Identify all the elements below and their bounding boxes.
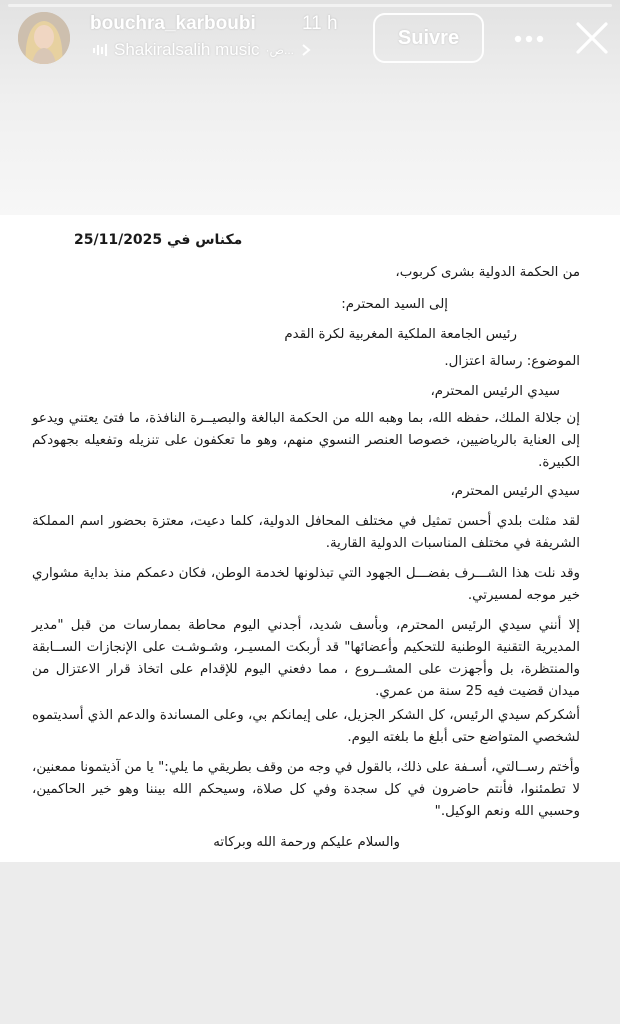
post-time: 11 h [302,13,338,34]
letter-salutation-2: سيدي الرئيس المحترم، [450,484,580,499]
close-icon [572,18,612,58]
avatar[interactable] [18,12,70,64]
music-attribution[interactable] [92,40,312,60]
waveform-icon [92,42,108,58]
music-label: Shakiralsalih music [114,40,260,59]
chevron-right-icon [300,43,312,57]
story-footer [0,862,620,1024]
letter-paragraph-6: وأختم رســالتي، أسـفة على ذلك، بالقول في وجه من وقف بطريقي ما يلي:" يا من آذيتمونا ممعنين، لا تطمئنوا، فأنتم حاضرون في كل سجدة وفي كل صلاة، وسيحكم الله بيننا وهو خير الحاكمين، وحسبي الله ونعم الوكيل." [32,760,580,819]
story-progress-bar [8,4,612,7]
follow-button[interactable]: Suivre [373,13,484,63]
close-button[interactable] [572,18,612,58]
letter-document [0,215,620,862]
more-options-button[interactable] [511,24,547,54]
letter-paragraph-3: وقد نلت هذا الشـــرف بفضـــل الجهود التي تبذلونها لخدمة الوطن، فكان دعمكم منذ بداية مشواري خير موجه لمسيرتي. [32,566,580,603]
letter-paragraph-5: أشكركم سيدي الرئيس، كل الشكر الجزيل، على إيمانكم بي، وعلى المساندة والدعم الذي أسديتموه لشخصي المتواضع حتى أبلغ ما بلغته اليوم. [32,708,580,745]
letter-date: مكناس في 25/11/2025 [74,232,243,248]
music-suffix: ·ص... [265,43,295,57]
letter-paragraph-2: لقد مثلت بلدي أحسن تمثيل في مختلف المحافل الدولية، كلما دعيت، معتزة بحضور اسم المملكة الشريفة في مختلف المناسبات الدولية القارية. [32,514,580,551]
letter-from: من الحكمة الدولية بشرى كربوب، [395,265,580,280]
story-header [0,0,620,215]
letter-recipient: رئيس الجامعة الملكية المغربية لكرة القدم [284,327,517,342]
avatar-image [18,12,70,64]
letter-paragraph-1: إن جلالة الملك، حفظه الله، بما وهبه الله من الحكمة البالغة والبصيــرة النافذة، ما فتئ يعتني ويدعو إلى العناية بالرياضيين، خصوصا العنصر النسوي منهم، وهو ما تعكفون على تنزيله وتفعيله بجهودكم الكبيرة. [32,411,580,470]
letter-paragraph-4: إلا أنني سيدي الرئيس المحترم، وبأسف شديد، أجدني اليوم محاطة بممارسات من قبل "مدير المديرية التقنية الوطنية للتحكيم وأعضائها" قد أربكت المسيـر، وشـوشـت على الإنجازات الســابقة والمنتظرة، بل وأجهزت على المشــروع ، مما دفعني اليوم للإقدام على اتخاذ قرار الاعتزال من ميدان قضيت فيه 25 سنة من عمري. [32,618,580,699]
letter-subject: الموضوع: رسالة اعتزال. [444,354,580,369]
letter-closing: والسلام عليكم ورحمة الله وبركاته [213,835,400,850]
letter-to: إلى السيد المحترم: [341,297,448,312]
more-dots-icon [514,35,544,43]
username[interactable]: bouchra_karboubi [90,13,256,34]
letter-salutation: سيدي الرئيس المحترم، [430,384,560,399]
